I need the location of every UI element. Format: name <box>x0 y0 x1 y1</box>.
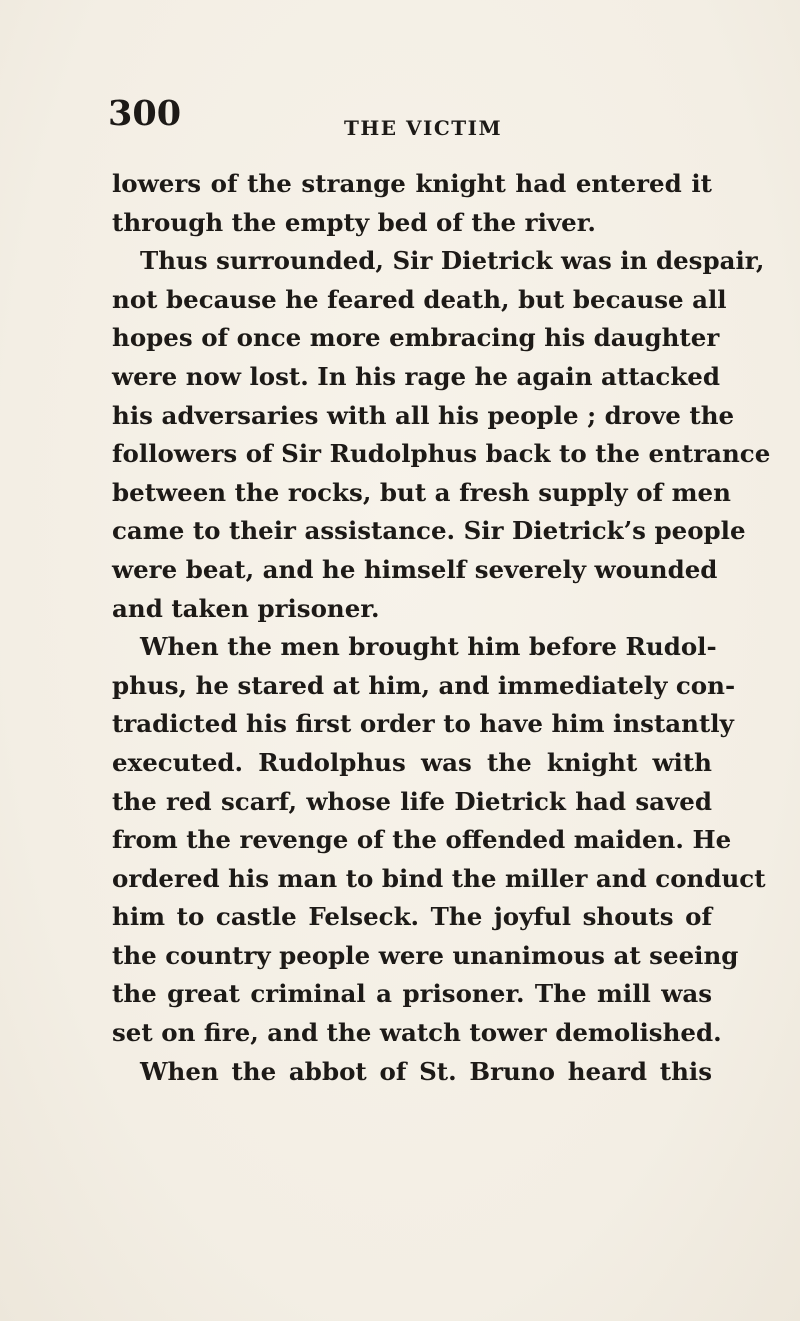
text-line: set on fire, and the watch tower demolished. <box>112 1018 722 1048</box>
text-line: him to castle Felseck. The joyful shouts of <box>112 902 712 932</box>
text-line: When the men brought him before Rudol- <box>140 632 717 662</box>
text-line: followers of Sir Rudolphus back to the entrance <box>112 439 771 469</box>
text-line: the country people were unanimous at seeing <box>112 940 739 970</box>
text-line: through the empty bed of the river. <box>112 207 596 237</box>
text-line: hopes of once more embracing his daughter <box>112 323 720 353</box>
text-line: his adversaries with all his people ; drove the <box>112 400 735 430</box>
text-line: from the revenge of the offended maiden. He <box>112 825 732 855</box>
text-line: not because he feared death, but because all <box>112 284 727 314</box>
text-line: phus, he stared at him, and immediately con- <box>112 670 736 700</box>
text-line: the great criminal a prisoner. The mill was <box>112 979 712 1009</box>
text-line: Thus surrounded, Sir Dietrick was in despair, <box>140 246 765 276</box>
text-line: were now lost. In his rage he again attacked <box>112 361 721 391</box>
text-line: between the rocks, but a fresh supply of men <box>112 477 731 507</box>
page-number: 300 <box>108 93 182 134</box>
text-line: ordered his man to bind the miller and conduct <box>112 863 766 893</box>
text-line: the red scarf, whose life Dietrick had saved <box>112 786 712 816</box>
body-text <box>112 165 771 1091</box>
text-line: and taken prisoner. <box>112 593 380 623</box>
text-line: tradicted his first order to have him instantly <box>112 709 734 739</box>
text-line: came to their assistance. Sir Dietrick’s people <box>112 516 746 546</box>
text-line: lowers of the strange knight had entered it <box>112 169 712 198</box>
text-line: executed. Rudolphus was the knight with <box>112 747 712 777</box>
text-line: When the abbot of St. Bruno heard this <box>140 1056 712 1086</box>
running-head: THE VICTIM <box>344 116 503 140</box>
text-line: were beat, and he himself severely wounded <box>112 554 718 584</box>
